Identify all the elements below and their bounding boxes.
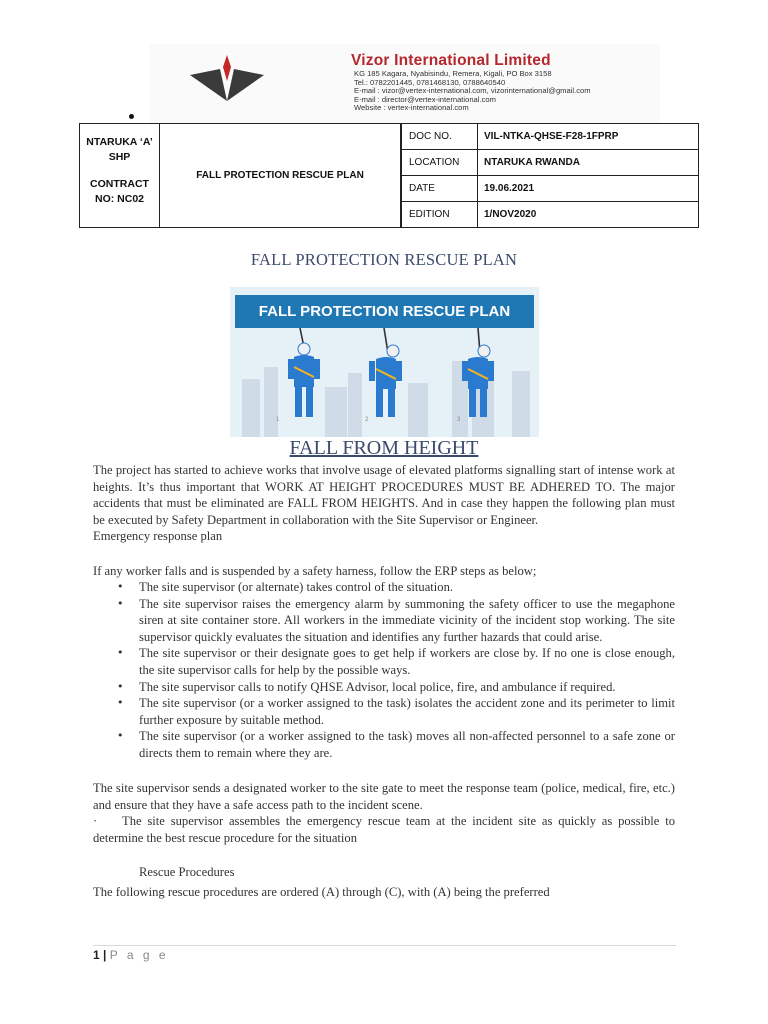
assemble-paragraph — [93, 813, 675, 846]
address-line: Tel.: 0782201445, 0781468130, 0788640540 — [354, 77, 506, 87]
doc-title: FALL PROTECTION RESCUE PLAN — [196, 170, 364, 181]
location-label: LOCATION — [402, 150, 478, 176]
doc-no-label: DOC NO. — [402, 124, 478, 150]
assemble-marker: · — [93, 814, 98, 828]
list-item: • The site supervisor calls to notify QHSE Advisor, local police, fire, and ambulance if required. — [117, 679, 616, 694]
edition-value: 1/NOV2020 — [478, 202, 699, 228]
fall-protection-banner — [230, 287, 539, 437]
bullet-icon: • — [117, 580, 124, 593]
erp-steps-list — [93, 579, 675, 762]
rescue-paragraph: The following rescue procedures are ordered (A) through (C), with (A) being the preferred — [93, 885, 550, 899]
stray-bullet — [129, 114, 134, 119]
bullet-icon: • — [117, 696, 124, 710]
company-address — [354, 70, 591, 113]
doc-title-cell — [160, 124, 401, 228]
page-title: FALL PROTECTION RESCUE PLAN — [250, 250, 518, 269]
erp-heading: Emergency response plan — [93, 529, 223, 544]
doc-no-value: VIL-NTKA-QHSE-F28-1FPRP — [478, 124, 699, 150]
list-item: • The site supervisor raises the emergency alarm by summoning the safety officer to use the megaphone siren at site container store. All workers in the immediate vicinity of the incident stop working. The site supervisor quickly evaluates the situation and identifies any further hazards that could arise. — [117, 596, 675, 644]
erp-intro: If any worker falls and is suspended by a safety harness, follow the ERP steps as below; — [93, 564, 537, 578]
project-cell — [80, 124, 160, 228]
company-name: Vizor International Limited — [351, 52, 551, 69]
list-item: • The site supervisor (or a worker assigned to the task) moves all non-affected personnel to a safe zone or directs them to remain where they are. — [117, 729, 675, 760]
date-label: DATE — [402, 176, 478, 202]
address-line: E-mail : vizor@vertex-international.com, vizorinternational@gmail.com — [354, 86, 591, 96]
intro-paragraph — [93, 462, 675, 545]
section-title: FALL FROM HEIGHT — [289, 437, 479, 459]
footer-separator: | — [103, 948, 107, 962]
list-item: • The site supervisor (or a worker assigned to the task) isolates the accident zone and its perimeter to limit further exposure by suitable method. — [117, 696, 675, 727]
location-value: NTARUKA RWANDA — [478, 150, 699, 176]
banner-text: FALL PROTECTION RESCUE PLAN — [258, 303, 511, 320]
page-footer — [93, 948, 169, 962]
bullet-icon: • — [117, 679, 124, 693]
company-logo — [188, 55, 266, 103]
date-value: 19.06.2021 — [478, 176, 699, 202]
document-control-table — [79, 123, 699, 228]
list-item: • The site supervisor (or alternate) takes control of the situation. — [117, 580, 454, 594]
bullet-icon: • — [117, 646, 124, 660]
footer-divider — [93, 945, 676, 946]
figure-number: 1 — [276, 417, 280, 423]
address-line: KG 185 Kagara, Nyabisindu, Remera, Kigali, PO Box 3158 — [354, 69, 552, 78]
address-line: Website : vertex-international.com — [354, 103, 469, 113]
address-line: E-mail : director@vertex-international.com — [354, 94, 496, 104]
figure-number: 2 — [365, 417, 369, 423]
rescue-heading: Rescue Procedures — [139, 865, 235, 879]
project-name: NTARUKA ‘A’ SHP — [86, 135, 153, 163]
figure-number: 3 — [457, 417, 461, 423]
edition-label: EDITION — [402, 202, 478, 228]
intro-text: The project has started to achieve works that involve usage of elevated platforms signalling start of intense work at heights. It’s thus important that WORK AT HEIGHT PROCEDURES MUST BE ADHERED TO. The major accidents that must be eliminated are FALL FROM HEIGHTS. And in case they happen the following plan must be executed by Safety Department in collaboration with the Site Supervisor or Engineer. — [93, 463, 675, 527]
assemble-text: The site supervisor assembles the emergency rescue team at the incident site as quickly as possible to determine the best rescue procedure for the situation — [93, 814, 675, 845]
list-item: • The site supervisor or their designate goes to get help if workers are close by. If no one is close enough, the site supervisor calls for help by the possible ways. — [117, 646, 675, 677]
contract-number: CONTRACT NO: NC02 — [90, 177, 149, 205]
bullet-icon: • — [117, 596, 124, 610]
bullet-icon: • — [117, 729, 124, 743]
page-number: 1 — [93, 948, 100, 962]
page-word: P a g e — [109, 948, 169, 962]
gate-paragraph: The site supervisor sends a designated worker to the site gate to meet the response team (police, medical, fire, etc.) and ensure that they have a safe access path to the incident scene. — [93, 781, 675, 812]
